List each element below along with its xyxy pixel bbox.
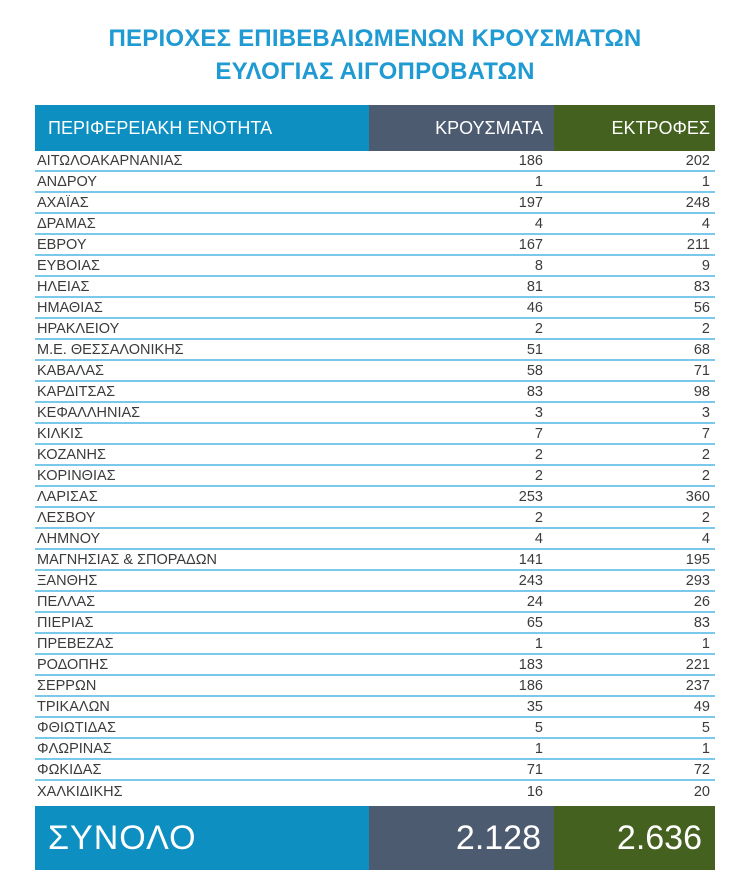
header-cell-cases: ΚΡΟΥΣΜΑΤΑ	[369, 105, 554, 151]
farms-value-cell: 7	[701, 425, 710, 442]
cases-value-cell: 1	[534, 173, 543, 190]
table-row	[35, 277, 715, 298]
farms-value-cell: 83	[693, 278, 710, 295]
farms-value-cell: 195	[685, 551, 710, 568]
page-title-line2: ΕΥΛΟΓΙΑΣ ΑΙΓΟΠΡΟΒΑΤΩΝ	[215, 58, 535, 85]
cases-value-cell: 243	[518, 572, 543, 589]
table-row	[35, 340, 715, 361]
table-row	[35, 445, 715, 466]
farms-value-cell: 2	[701, 467, 710, 484]
table-row	[35, 676, 715, 697]
cases-value-cell: 183	[518, 656, 543, 673]
table-row	[35, 739, 715, 760]
cases-value-cell: 51	[526, 341, 543, 358]
farms-value-cell: 49	[693, 698, 710, 715]
header-cell-region: ΠΕΡΙΦΕΡΕΙΑΚΗ ΕΝΟΤΗΤΑ	[35, 105, 369, 151]
cases-value-cell: 24	[526, 593, 543, 610]
region-name-cell: ΤΡΙΚΑΛΩΝ	[37, 698, 110, 715]
total-row	[35, 806, 715, 870]
table-row	[35, 550, 715, 571]
cases-value-cell: 2	[534, 446, 543, 463]
cases-value-cell: 7	[534, 425, 543, 442]
table-row	[35, 781, 715, 802]
table-row	[35, 655, 715, 676]
farms-value-cell: 360	[685, 488, 710, 505]
page-title	[0, 0, 750, 88]
region-name-cell: ΧΑΛΚΙΔΙΚΗΣ	[37, 783, 123, 800]
farms-value-cell: 9	[701, 257, 710, 274]
table-row	[35, 151, 715, 172]
region-name-cell: ΛΗΜΝΟΥ	[37, 530, 101, 547]
region-name-cell: ΕΥΒΟΙΑΣ	[37, 257, 100, 274]
table-row	[35, 382, 715, 403]
region-name-cell: ΛΑΡΙΣΑΣ	[37, 488, 98, 505]
region-name-cell: ΚΕΦΑΛΛΗΝΙΑΣ	[37, 404, 141, 421]
cases-value-cell: 2	[534, 320, 543, 337]
farms-value-cell: 1	[701, 635, 710, 652]
farms-value-cell: 56	[693, 299, 710, 316]
cases-value-cell: 16	[526, 783, 543, 800]
total-farms-value: 2.636	[554, 806, 715, 870]
farms-value-cell: 293	[685, 572, 710, 589]
cases-value-cell: 8	[534, 257, 543, 274]
cases-value-cell: 71	[526, 761, 543, 778]
cases-value-cell: 1	[534, 635, 543, 652]
region-name-cell: ΜΑΓΝΗΣΙΑΣ & ΣΠΟΡΑΔΩΝ	[37, 551, 218, 568]
table-row	[35, 256, 715, 277]
farms-value-cell: 211	[686, 236, 710, 253]
farms-value-cell: 4	[701, 530, 710, 547]
page-title-line1: ΠΕΡΙΟΧΕΣ ΕΠΙΒΕΒΑΙΩΜΕΝΩΝ ΚΡΟΥΣΜΑΤΩΝ	[108, 25, 642, 52]
region-name-cell: ΚΙΛΚΙΣ	[37, 425, 84, 442]
table-row	[35, 319, 715, 340]
cases-value-cell: 83	[526, 383, 543, 400]
region-name-cell: ΦΩΚΙΔΑΣ	[37, 761, 102, 778]
table-row	[35, 193, 715, 214]
cases-value-cell: 141	[518, 551, 543, 568]
table-row	[35, 487, 715, 508]
cases-value-cell: 35	[526, 698, 543, 715]
region-name-cell: Μ.Ε. ΘΕΣΣΑΛΟΝΙΚΗΣ	[37, 341, 184, 358]
region-name-cell: ΠΡΕΒΕΖΑΣ	[37, 635, 114, 652]
region-name-cell: ΚΟΡΙΝΘΙΑΣ	[37, 467, 116, 484]
cases-value-cell: 186	[518, 152, 543, 169]
cases-value-cell: 5	[534, 719, 543, 736]
header-cell-farms: ΕΚΤΡΟΦΕΣ	[554, 105, 715, 151]
table-row	[35, 760, 715, 781]
table-row	[35, 508, 715, 529]
total-label: ΣΥΝΟΛΟ	[35, 806, 369, 870]
farms-value-cell: 98	[693, 383, 710, 400]
region-name-cell: ΑΧΑΪΑΣ	[37, 194, 89, 211]
table-header-row	[35, 105, 715, 151]
table-row	[35, 466, 715, 487]
cases-value-cell: 81	[526, 278, 543, 295]
region-name-cell: ΑΙΤΩΛΟΑΚΑΡΝΑΝΙΑΣ	[37, 152, 183, 169]
farms-value-cell: 237	[685, 677, 710, 694]
farms-value-cell: 72	[693, 761, 710, 778]
region-name-cell: ΠΙΕΡΙΑΣ	[37, 614, 94, 631]
cases-value-cell: 4	[534, 215, 543, 232]
farms-value-cell: 1	[701, 740, 710, 757]
table-body	[35, 151, 715, 802]
table-row	[35, 235, 715, 256]
region-name-cell: ΡΟΔΟΠΗΣ	[37, 656, 109, 673]
farms-value-cell: 1	[701, 173, 710, 190]
cases-value-cell: 2	[534, 467, 543, 484]
farms-value-cell: 221	[685, 656, 710, 673]
region-name-cell: ΗΜΑΘΙΑΣ	[37, 299, 103, 316]
region-name-cell: ΔΡΑΜΑΣ	[37, 215, 96, 232]
farms-value-cell: 26	[693, 593, 710, 610]
farms-value-cell: 68	[693, 341, 710, 358]
total-cases-value: 2.128	[369, 806, 554, 870]
table-row	[35, 172, 715, 193]
cases-value-cell: 65	[526, 614, 543, 631]
region-name-cell: ΣΕΡΡΩΝ	[37, 677, 97, 694]
cases-value-cell: 2	[534, 509, 543, 526]
table-row	[35, 571, 715, 592]
farms-value-cell: 3	[701, 404, 710, 421]
table-row	[35, 529, 715, 550]
farms-value-cell: 202	[685, 152, 710, 169]
region-name-cell: ΦΘΙΩΤΙΔΑΣ	[37, 719, 116, 736]
region-name-cell: ΚΟΖΑΝΗΣ	[37, 446, 106, 463]
farms-value-cell: 2	[701, 320, 710, 337]
cases-value-cell: 167	[518, 236, 543, 253]
cases-value-cell: 197	[518, 194, 543, 211]
farms-value-cell: 71	[693, 362, 710, 379]
region-name-cell: ΠΕΛΛΑΣ	[37, 593, 96, 610]
table-row	[35, 214, 715, 235]
cases-table	[35, 105, 715, 870]
farms-value-cell: 5	[701, 719, 710, 736]
table-row	[35, 424, 715, 445]
farms-value-cell: 83	[693, 614, 710, 631]
cases-value-cell: 186	[518, 677, 543, 694]
region-name-cell: ΗΡΑΚΛΕΙΟΥ	[37, 320, 120, 337]
region-name-cell: ΗΛΕΙΑΣ	[37, 278, 90, 295]
farms-value-cell: 2	[701, 509, 710, 526]
table-row	[35, 592, 715, 613]
region-name-cell: ΦΛΩΡΙΝΑΣ	[37, 740, 112, 757]
farms-value-cell: 248	[685, 194, 710, 211]
farms-value-cell: 4	[701, 215, 710, 232]
table-row	[35, 697, 715, 718]
cases-value-cell: 253	[518, 488, 543, 505]
region-name-cell: ΞΑΝΘΗΣ	[37, 572, 98, 589]
cases-value-cell: 4	[534, 530, 543, 547]
cases-value-cell: 3	[534, 404, 543, 421]
region-name-cell: ΛΕΣΒΟΥ	[37, 509, 96, 526]
farms-value-cell: 20	[693, 783, 710, 800]
cases-value-cell: 1	[534, 740, 543, 757]
region-name-cell: ΚΑΡΔΙΤΣΑΣ	[37, 383, 116, 400]
region-name-cell: ΑΝΔΡΟΥ	[37, 173, 97, 190]
table-row	[35, 613, 715, 634]
table-row	[35, 403, 715, 424]
table-row	[35, 718, 715, 739]
region-name-cell: ΚΑΒΑΛΑΣ	[37, 362, 105, 379]
cases-value-cell: 46	[526, 299, 543, 316]
table-row	[35, 361, 715, 382]
table-row	[35, 298, 715, 319]
region-name-cell: ΕΒΡΟΥ	[37, 236, 87, 253]
table-row	[35, 634, 715, 655]
farms-value-cell: 2	[701, 446, 710, 463]
cases-value-cell: 58	[526, 362, 543, 379]
